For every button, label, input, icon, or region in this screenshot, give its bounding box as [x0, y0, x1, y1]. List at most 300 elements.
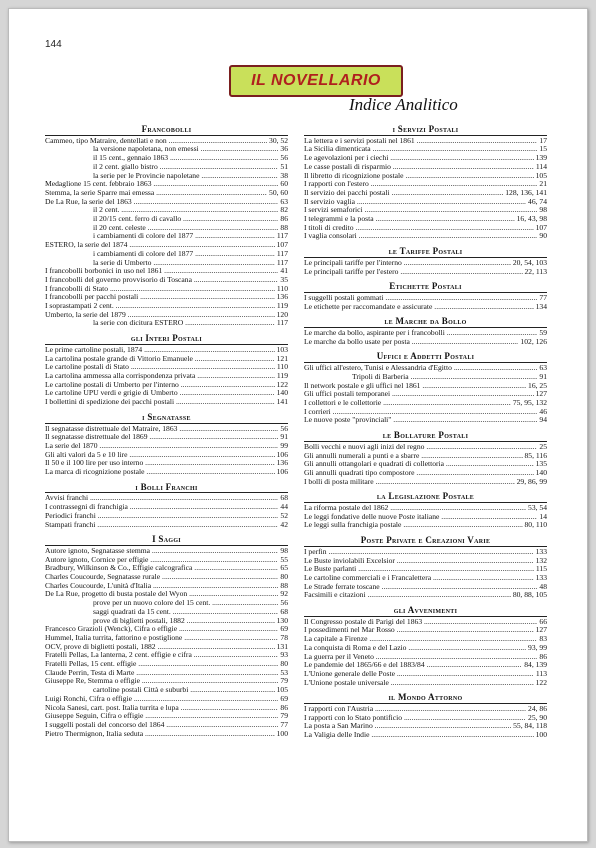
entry-text: La cartolina ammessa alla corrispondenza privata .....: [45, 372, 275, 381]
entry-text: Medaglione 15 cent. febbraio 1863 .....: [45, 180, 278, 189]
index-entry: [304, 679, 547, 688]
entry-text: La riforma postale del 1862 .....: [304, 504, 526, 513]
entry-pages: 35: [280, 274, 288, 284]
index-entry: [304, 416, 547, 425]
index-entry: [45, 381, 288, 390]
entry-pages: 103: [276, 344, 288, 354]
entry-text: Le nuove poste "provinciali" .....: [304, 416, 537, 425]
index-entry: [45, 547, 288, 556]
entry-pages: 100: [276, 728, 288, 738]
entry-text: la serie per le Provincie napoletane .....: [45, 172, 278, 181]
entry-pages: 38: [280, 170, 288, 180]
entry-text: Le principali tariffe per l'estero .....: [304, 268, 523, 277]
left-column: [45, 125, 288, 738]
index-entry: [45, 677, 288, 686]
entry-pages: 53: [280, 667, 288, 677]
index-entry: [45, 712, 288, 721]
entry-text: il 2 cent. giallo bistro .....: [45, 163, 278, 172]
index-entry: [304, 172, 547, 181]
entry-pages: 63: [280, 196, 288, 206]
index-entry: [45, 145, 288, 154]
entry-text: Fratelli Pellas, La lanterna, 2 cent. effigie e cifra .....: [45, 651, 278, 660]
entry-text: Cammeo, tipo Matraire, dentellati e non .....: [45, 137, 267, 146]
entry-text: La lettera e i servizi postali nel 1861 .....: [304, 137, 537, 146]
page-number: 144: [45, 39, 62, 50]
entry-text: il 15 cent., gennaio 1863 .....: [45, 154, 278, 163]
entry-pages: 114: [535, 161, 547, 171]
entry-pages: 102, 126: [520, 336, 547, 346]
entry-text: Le principali tariffe per l'interno .....: [304, 259, 511, 268]
entry-pages: 50, 60: [269, 187, 288, 197]
entry-pages: 106: [276, 467, 288, 477]
index-entry: [304, 722, 547, 731]
entry-text: La serie del 1870 .....: [45, 442, 278, 451]
entry-text: La Sicilia dimenticata .....: [304, 145, 537, 154]
entry-pages: 140: [276, 388, 288, 398]
entry-text: il 20 cent. celeste .....: [45, 224, 278, 233]
entry-text: I titoli di credito .....: [304, 224, 534, 233]
entry-text: Periodici franchi .....: [45, 512, 278, 521]
index-entry: [45, 302, 288, 311]
entry-text: Francesco Grazioli (Wenck), Cifra o effigie .....: [45, 625, 278, 634]
section-rule: [304, 546, 547, 547]
entry-text: Autore ignoto, Cornice per effigie .....: [45, 556, 278, 565]
entry-pages: 117: [276, 257, 288, 267]
entry-text: I collettori e le collettorie .....: [304, 399, 511, 408]
entry-pages: 134: [535, 301, 547, 311]
entry-pages: 59: [539, 328, 547, 338]
entry-pages: 120: [276, 309, 288, 319]
entry-text: I perfin .....: [304, 548, 534, 557]
entry-pages: 94: [539, 415, 547, 425]
index-entry: [45, 355, 288, 364]
entry-text: ESTERO, la serie del 1874 .....: [45, 241, 275, 250]
entry-text: Avvisi franchi .....: [45, 494, 278, 503]
entry-pages: 86: [280, 702, 288, 712]
index-entry: [45, 660, 288, 669]
entry-pages: 60: [280, 179, 288, 189]
index-entry: [45, 224, 288, 233]
right-column: [304, 125, 547, 740]
entry-text: Stemma, la serie Sparre mai emessa .....: [45, 189, 267, 198]
index-entry: [45, 608, 288, 617]
entry-text: Le agevolazioni per i ciechi .....: [304, 154, 534, 163]
section-heading: i Segnatasse: [142, 411, 191, 422]
index-entry: [304, 513, 547, 522]
entry-pages: 91: [280, 432, 288, 442]
section-rule: [45, 492, 288, 493]
entry-text: Autore ignoto, Segnatasse stemma .....: [45, 547, 278, 556]
index-entry: [304, 215, 547, 224]
entry-text: Hummel, Italia turrita, fattorino e postiglione .....: [45, 634, 278, 643]
index-entry: [304, 521, 547, 530]
index-entry: [304, 626, 547, 635]
entry-pages: 42: [280, 519, 288, 529]
section-heading: le Bollature Postali: [382, 430, 469, 441]
entry-pages: 52: [280, 510, 288, 520]
index-entry: [304, 408, 547, 417]
entry-pages: 98: [280, 545, 288, 555]
index-entry: [304, 591, 547, 600]
entry-pages: 88: [280, 222, 288, 232]
index-entry: [45, 154, 288, 163]
entry-pages: 84, 139: [524, 660, 547, 670]
entry-text: I soprastampati 2 cent. .....: [45, 302, 275, 311]
entry-pages: 80, 110: [524, 520, 547, 530]
entry-text: Il libretto di ricognizione postale .....: [304, 172, 534, 181]
entry-pages: 121: [276, 353, 288, 363]
entry-pages: 100: [535, 730, 547, 740]
index-entry: [304, 163, 547, 172]
entry-pages: 41: [280, 266, 288, 276]
entry-pages: 127: [535, 389, 547, 399]
entry-text: I francobolli del governo provvisorio di Toscana .....: [45, 276, 278, 285]
entry-text: I francobolli borbonici in uso nel 1861 .....: [45, 267, 278, 276]
entry-pages: 79: [280, 711, 288, 721]
entry-text: Claude Perrin, Testa di Marte .....: [45, 669, 278, 678]
index-entry: [45, 346, 288, 355]
index-entry: [45, 494, 288, 503]
entry-text: I suggelli postali gommati .....: [304, 294, 537, 303]
section-heading: I Saggi: [152, 534, 181, 545]
entry-text: il 2 cent. .....: [45, 206, 278, 215]
index-entry: [45, 259, 288, 268]
index-entry: [304, 635, 547, 644]
entry-text: I rapporti con l'Austria .....: [304, 705, 526, 714]
index-entry: [45, 137, 288, 146]
index-entry: [45, 189, 288, 198]
entry-pages: 99: [280, 440, 288, 450]
entry-text: I rapporti con lo Stato pontificio .....: [304, 714, 526, 723]
index-entry: [45, 599, 288, 608]
index-entry: [304, 574, 547, 583]
entry-text: I bollettini di spedizione dei pacchi postali .....: [45, 398, 275, 407]
entry-pages: 46, 74: [528, 196, 547, 206]
index-entry: [304, 364, 547, 373]
index-entry: [45, 730, 288, 739]
index-entry: [304, 373, 547, 382]
index-entry: [45, 617, 288, 626]
entry-pages: 136: [276, 458, 288, 468]
entry-pages: 68: [280, 493, 288, 503]
entry-pages: 83: [539, 634, 547, 644]
entry-pages: 65: [280, 563, 288, 573]
index-entry: [45, 163, 288, 172]
entry-text: Giuseppe Re, Stemma o effigie .....: [45, 677, 278, 686]
index-entry: [304, 198, 547, 207]
index-entry: [304, 557, 547, 566]
section-rule: [304, 135, 547, 136]
entry-text: Le leggi fondative delle nuove Poste italiane .....: [304, 513, 537, 522]
index-entry: [304, 714, 547, 723]
entry-pages: 77: [280, 720, 288, 729]
entry-pages: 82: [280, 205, 288, 215]
entry-pages: 132: [535, 555, 547, 565]
index-entry: [304, 661, 547, 670]
index-entry: [304, 478, 547, 487]
entry-text: Il network postale e gli uffici nel 1861 .....: [304, 382, 526, 391]
entry-text: Le Buste inviolabili Excelsior .....: [304, 557, 534, 566]
index-entry: [45, 319, 288, 328]
entry-text: Bolli vecchi e nuovi agli inizi del regno .....: [304, 443, 537, 452]
entry-pages: 135: [535, 459, 547, 469]
entry-text: Le Strade ferrate toscane .....: [304, 583, 537, 592]
section-heading: gli Interi Postali: [130, 333, 203, 344]
entry-pages: 113: [535, 668, 547, 678]
section-rule: [304, 327, 547, 328]
entry-text: Le cartoline UPU verdi e grigie di Umberto .....: [45, 389, 275, 398]
entry-text: La posta a San Marino .....: [304, 722, 511, 731]
entry-text: prove di biglietti postali, 1882 .....: [45, 617, 275, 626]
entry-text: La Valigia delle Indie .....: [304, 731, 534, 740]
entry-pages: 55, 84, 118: [513, 721, 547, 731]
index-entry: [304, 705, 547, 714]
entry-text: Le pandemie del 1865/66 e del 1883/84 .....: [304, 661, 522, 670]
entry-pages: 128, 136, 141: [505, 187, 547, 197]
section-heading: il Mondo Attorno: [388, 692, 463, 703]
index-entry: [45, 425, 288, 434]
entry-text: I suggelli postali del concorso del 1864 .....: [45, 721, 278, 730]
index-entry: [45, 241, 288, 250]
entry-pages: 16, 43, 98: [516, 214, 547, 224]
section-rule: [45, 135, 288, 136]
index-entry: [304, 189, 547, 198]
section-rule: [304, 703, 547, 704]
entry-pages: 136: [276, 292, 288, 302]
index-entry: [45, 250, 288, 259]
entry-text: Le etichette per raccomandate e assicurate .....: [304, 303, 534, 312]
section-heading: Uffici e Addetti Postali: [376, 351, 475, 362]
entry-pages: 24, 86: [528, 704, 547, 714]
entry-pages: 107: [276, 240, 288, 250]
entry-pages: 22, 113: [524, 266, 547, 276]
index-entry: [304, 443, 547, 452]
index-entry: [45, 669, 288, 678]
entry-pages: 55: [280, 554, 288, 564]
entry-pages: 17: [539, 135, 547, 145]
entry-text: Le casse postali di risparmio .....: [304, 163, 534, 172]
entry-text: Nicola Sanesi, cart. post. Italia turrita e lupa .....: [45, 704, 278, 713]
entry-text: Il Congresso postale di Parigi del 1863 .....: [304, 618, 537, 627]
entry-text: Charles Coucourde, L'unità d'Italia .....: [45, 582, 278, 591]
entry-text: I contrassegni di franchigia .....: [45, 503, 278, 512]
entry-text: I rapporti con l'estero .....: [304, 180, 537, 189]
entry-pages: 15: [539, 144, 547, 154]
entry-text: La marca di ricognizione postale .....: [45, 468, 275, 477]
index-entry: [304, 390, 547, 399]
index-entry: [45, 643, 288, 652]
index-entry: [304, 145, 547, 154]
entry-text: la serie con dicitura ESTERO .....: [45, 319, 275, 328]
index-entry: [45, 293, 288, 302]
index-entry: [45, 686, 288, 695]
index-entry: [45, 521, 288, 530]
index-entry: [45, 564, 288, 573]
index-entry: [304, 548, 547, 557]
section-rule: [304, 441, 547, 442]
section-rule: [45, 423, 288, 424]
section-heading: i Servizi Postali: [392, 124, 459, 134]
index-entry: [304, 329, 547, 338]
section-heading: Etichette Postali: [389, 281, 462, 292]
entry-pages: 25: [539, 441, 547, 451]
entry-pages: 78: [280, 632, 288, 642]
entry-text: La cartolina postale grande di Vittorio Emanuele .....: [45, 355, 275, 364]
index-entry: [45, 573, 288, 582]
entry-pages: 46: [539, 406, 547, 416]
entry-pages: 105: [276, 685, 288, 695]
index-entry: [45, 389, 288, 398]
page-title: Indice Analitico: [349, 95, 458, 114]
index-entry: [45, 267, 288, 276]
entry-text: saggi quadrati da 15 cent. .....: [45, 608, 278, 617]
entry-pages: 63: [539, 363, 547, 373]
index-entry: [45, 512, 288, 521]
entry-text: Le marche da bollo usate per posta .....: [304, 338, 518, 347]
index-entry: [45, 363, 288, 372]
entry-pages: 127: [535, 625, 547, 635]
entry-pages: 75, 95, 132: [512, 397, 547, 407]
index-entry: [304, 460, 547, 469]
entry-pages: 20, 54, 103: [512, 257, 547, 267]
index-entry: [45, 556, 288, 565]
entry-text: la serie di Umberto .....: [45, 259, 275, 268]
entry-pages: 98: [539, 205, 547, 215]
section-rule: [304, 292, 547, 293]
entry-pages: 16, 25: [528, 380, 547, 390]
entry-pages: 69: [280, 693, 288, 703]
entry-pages: 117: [276, 318, 288, 328]
entry-text: Tripoli di Barberia .....: [304, 373, 537, 382]
entry-pages: 77: [539, 292, 547, 302]
entry-pages: 106: [276, 449, 288, 459]
index-entry: [45, 285, 288, 294]
entry-pages: 133: [535, 572, 547, 582]
entry-pages: 80, 88, 105: [512, 590, 547, 600]
section-heading: i Bolli Franchi: [135, 481, 198, 492]
index-entry: [45, 180, 288, 189]
section-rule: [45, 545, 288, 546]
index-entry: [304, 259, 547, 268]
index-entry: [45, 311, 288, 320]
index-entry: [45, 276, 288, 285]
index-entry: [304, 452, 547, 461]
entry-text: prove per un nuovo colore del 15 cent. .....: [45, 599, 278, 608]
index-entry: [45, 503, 288, 512]
entry-pages: 90: [539, 231, 547, 241]
entry-pages: 68: [280, 606, 288, 616]
entry-pages: 48: [539, 581, 547, 591]
index-entry: [45, 721, 288, 730]
entry-text: Le marche da bollo, aspirante per i francobolli .....: [304, 329, 537, 338]
index-entry: [304, 206, 547, 215]
index-entry: [45, 634, 288, 643]
index-entry: [45, 372, 288, 381]
entry-text: Stampati franchi .....: [45, 521, 278, 530]
entry-pages: 30, 52: [269, 135, 288, 145]
section-heading: Francobolli: [141, 124, 192, 134]
entry-text: Le prime cartoline postali, 1874 .....: [45, 346, 275, 355]
index-entry: [45, 442, 288, 451]
novellario-logo: [229, 65, 403, 97]
entry-text: Fratelli Pellas, 15 cent. effigie .....: [45, 660, 278, 669]
entry-text: Le Buste parlanti .....: [304, 565, 534, 574]
index-entry: [45, 232, 288, 241]
entry-text: Pietro Thermignon, Italia seduta .....: [45, 730, 275, 739]
section-rule: [304, 362, 547, 363]
index-entry: [304, 338, 547, 347]
index-entry: [45, 468, 288, 477]
entry-pages: 14: [539, 511, 547, 521]
entry-pages: 86: [280, 214, 288, 224]
index-entry: [45, 625, 288, 634]
entry-text: Gli annulli ottangolari e quadrati di collettoria .....: [304, 460, 534, 469]
entry-pages: 86: [539, 651, 547, 661]
entry-text: Facsimili e citazioni .....: [304, 591, 511, 600]
entry-pages: 25, 90: [528, 712, 547, 722]
entry-pages: 141: [276, 397, 288, 407]
index-entry: [45, 695, 288, 704]
entry-pages: 80: [280, 572, 288, 582]
index-entry: [45, 172, 288, 181]
entry-text: I francobolli di Stato .....: [45, 285, 275, 294]
index-entry: [304, 399, 547, 408]
index-entry: [45, 451, 288, 460]
entry-text: La conquista di Roma e del Lazio .....: [304, 644, 526, 653]
entry-pages: 88: [280, 580, 288, 590]
entry-pages: 56: [280, 153, 288, 163]
index-entry: [45, 582, 288, 591]
index-entry: [304, 224, 547, 233]
entry-pages: 92: [280, 589, 288, 599]
entry-text: L'Unione postale universale .....: [304, 679, 534, 688]
entry-text: il 20/15 cent. ferro di cavallo .....: [45, 215, 278, 224]
entry-text: I bolli di posta militare .....: [304, 478, 515, 487]
entry-pages: 117: [276, 231, 288, 241]
index-entry: [304, 382, 547, 391]
index-entry: [304, 565, 547, 574]
entry-text: I francobolli per pacchi postali .....: [45, 293, 275, 302]
entry-text: La capitale a Firenze .....: [304, 635, 537, 644]
entry-text: Il 50 e il 100 lire per uso interno .....: [45, 459, 275, 468]
section-heading: le Tariffe Postali: [388, 246, 463, 257]
entry-pages: 56: [280, 423, 288, 433]
entry-text: I telegrammi e la posta .....: [304, 215, 515, 224]
index-entry: [304, 137, 547, 146]
index-entry: [304, 469, 547, 478]
entry-text: la versione napoletana, non emessi .....: [45, 145, 278, 154]
entry-pages: 139: [535, 153, 547, 163]
entry-text: OCV, prove di biglietti postali, 1882 .....: [45, 643, 275, 652]
entry-text: Charles Coucourde, Segnatasse rurale .....: [45, 573, 278, 582]
entry-pages: 133: [535, 546, 547, 556]
entry-pages: 119: [276, 301, 288, 311]
index-entry: [45, 198, 288, 207]
entry-pages: 130: [276, 615, 288, 625]
entry-text: Le cartoline postali di Umberto per l'interno .....: [45, 381, 275, 390]
entry-text: Il servizio dei pacchi postali .....: [304, 189, 503, 198]
entry-text: cartoline postali Città e suburbi .....: [45, 686, 275, 695]
index-entry: [45, 704, 288, 713]
entry-text: Il segnatasse distrettuale del Matraire, 1863 .....: [45, 425, 278, 434]
entry-pages: 85, 116: [524, 450, 547, 460]
index-entry: [304, 294, 547, 303]
index-entry: [304, 268, 547, 277]
entry-pages: 56: [280, 598, 288, 608]
entry-text: La guerra per il Veneto .....: [304, 653, 537, 662]
entry-pages: 91: [539, 371, 547, 381]
entry-pages: 93: [280, 650, 288, 660]
